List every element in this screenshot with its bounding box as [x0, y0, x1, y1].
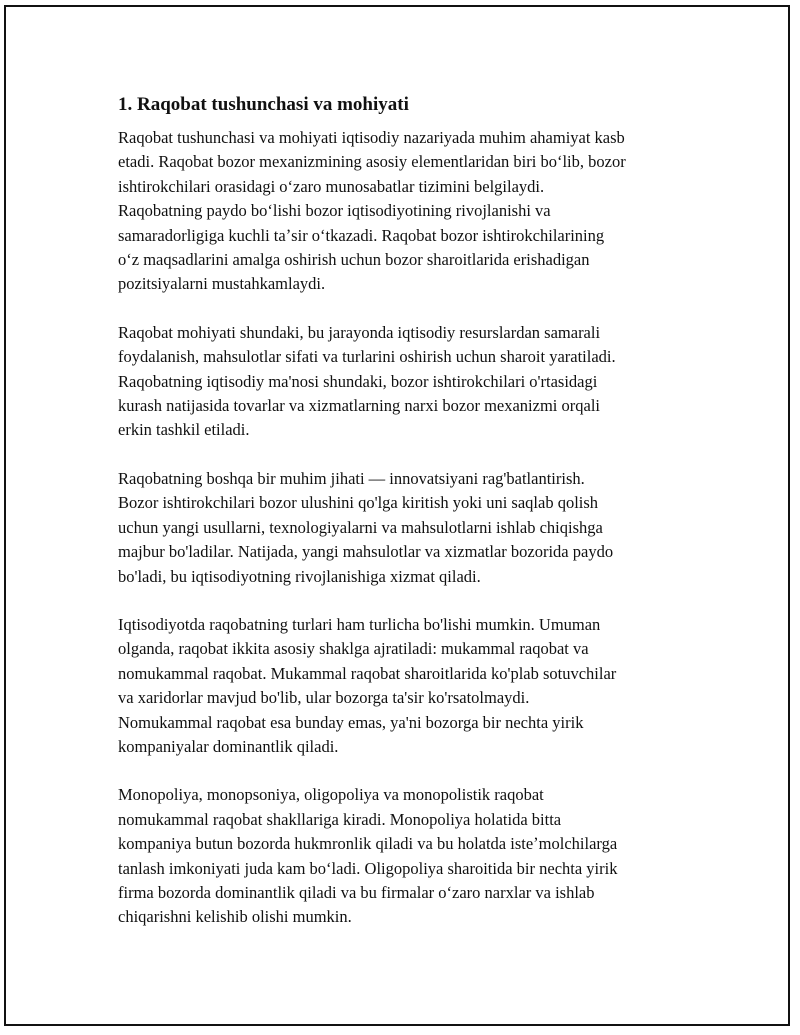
paragraph-line: nomukammal raqobat. Mukammal raqobat sharoitlarida ko'plab sotuvchilar — [118, 663, 617, 683]
paragraph-5 — [118, 783, 688, 929]
paragraph-line: Raqobatning paydo boʻlishi bozor iqtisodiyotining rivojlanishi va — [118, 201, 551, 221]
paragraph-line: firma bozorda dominantlik qiladi va bu firmalar oʻzaro narxlar va ishlab — [118, 882, 595, 902]
paragraph-4 — [118, 613, 688, 759]
paragraph-line: Bozor ishtirokchilari bozor ulushini qo'lga kiritish yoki uni saqlab qolish — [118, 493, 599, 513]
paragraph-line: tanlash imkoniyati juda kam boʻladi. Oligopoliya sharoitida bir nechta yirik — [118, 858, 618, 878]
document-body — [118, 92, 688, 954]
paragraph-line: samaradorligiga kuchli taʼsir oʻtkazadi. Raqobat bozor ishtirokchilarining — [118, 225, 605, 245]
paragraph-line: kompaniyalar dominantlik qiladi. — [118, 736, 339, 756]
paragraph-line: Raqobat mohiyati shundaki, bu jarayonda iqtisodiy resurslardan samarali — [118, 322, 601, 342]
paragraph-line: uchun yangi usullarni, texnologiyalarni va mahsulotlarni ishlab chiqishga — [118, 517, 603, 537]
paragraph-line: erkin tashkil etiladi. — [118, 420, 250, 440]
paragraph-1 — [118, 126, 688, 297]
paragraph-line: foydalanish, mahsulotlar sifati va turlarini oshirish uchun sharoit yaratiladi. — [118, 347, 616, 367]
paragraph-3 — [118, 467, 688, 589]
paragraph-line: kompaniya butun bozorda hukmronlik qiladi va bu holatda isteʼmolchilarga — [118, 834, 618, 854]
paragraph-line: ishtirokchilari orasidagi oʻzaro munosabatlar tizimini belgilaydi. — [118, 176, 545, 196]
paragraph-line: nomukammal raqobat shakllariga kiradi. Monopoliya holatida bitta — [118, 809, 562, 829]
paragraph-line: Raqobatning boshqa bir muhim jihati — innovatsiyani rag'batlantirish. — [118, 468, 585, 488]
paragraph-line: etadi. Raqobat bozor mexanizmining asosiy elementlaridan biri boʻlib, bozor — [118, 152, 626, 172]
section-heading: 1. Raqobat tushunchasi va mohiyati — [118, 94, 409, 115]
paragraph-line: olganda, raqobat ikkita asosiy shaklga ajratiladi: mukammal raqobat va — [118, 639, 589, 659]
paragraph-line: Nomukammal raqobat esa bunday emas, ya'ni bozorga bir nechta yirik — [118, 712, 584, 732]
paragraph-line: va xaridorlar mavjud bo'lib, ular bozorga ta'sir ko'rsatolmaydi. — [118, 688, 530, 708]
paragraph-line: kurash natijasida tovarlar va xizmatlarning narxi bozor mexanizmi orqali — [118, 396, 600, 416]
paragraph-line: Raqobat tushunchasi va mohiyati iqtisodiy nazariyada muhim ahamiyat kasb — [118, 128, 625, 147]
paragraph-line: oʻz maqsadlarini amalga oshirish uchun bozor sharoitlarida erishadigan — [118, 250, 590, 270]
paragraph-line: pozitsiyalarni mustahkamlaydi. — [118, 274, 326, 294]
paragraph-line: Raqobatning iqtisodiy ma'nosi shundaki, bozor ishtirokchilari o'rtasidagi — [118, 371, 598, 391]
paragraph-2 — [118, 321, 688, 443]
paragraph-line: Monopoliya, monopsoniya, oligopoliya va monopolistik raqobat — [118, 785, 544, 805]
paragraph-line: majbur bo'ladilar. Natijada, yangi mahsulotlar va xizmatlar bozorida paydo — [118, 542, 614, 562]
paragraph-line: bo'ladi, bu iqtisodiyotning rivojlanishiga xizmat qiladi. — [118, 566, 481, 586]
paragraph-line: chiqarishni kelishib olishi mumkin. — [118, 907, 352, 927]
paragraph-line: Iqtisodiyotda raqobatning turlari ham turlicha bo'lishi mumkin. Umuman — [118, 614, 601, 634]
